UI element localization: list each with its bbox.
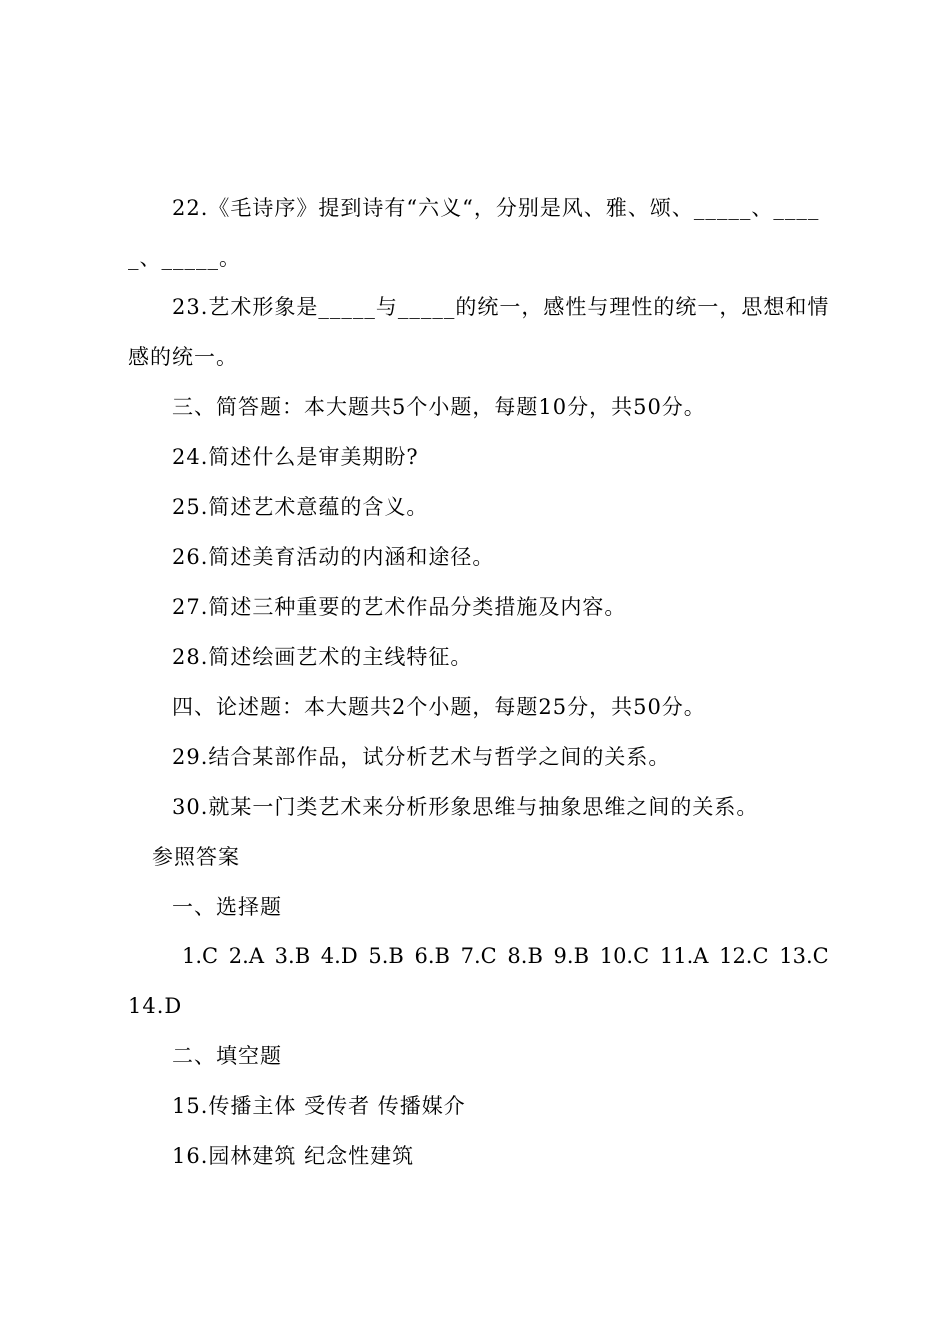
- question-30: 30.就某一门类艺术来分析形象思维与抽象思维之间的关系。: [172, 795, 759, 819]
- multiple-choice-answers-line-2: 14.D: [128, 994, 183, 1018]
- section-3-heading: 三、简答题：本大题共5个小题，每题10分，共50分。: [172, 395, 706, 419]
- question-25: 25.简述艺术意蕴的含义。: [172, 495, 429, 519]
- question-27: 27.简述三种重要的艺术作品分类措施及内容。: [172, 595, 627, 619]
- question-26: 26.简述美育活动的内涵和途径。: [172, 545, 495, 569]
- question-23-line-2: 感的统一。: [128, 345, 238, 369]
- section-4-heading: 四、论述题：本大题共2个小题，每题25分，共50分。: [172, 695, 706, 719]
- multiple-choice-heading: 一、选择题: [172, 895, 282, 919]
- answer-16: 16.园林建筑 纪念性建筑: [172, 1144, 415, 1168]
- multiple-choice-answers-line-1: 1.C 2.A 3.B 4.D 5.B 6.B 7.C 8.B 9.B 10.C 11.A 12.C 13.C: [182, 944, 829, 968]
- question-28: 28.简述绘画艺术的主线特征。: [172, 645, 473, 669]
- question-29: 29.结合某部作品，试分析艺术与哲学之间的关系。: [172, 745, 671, 769]
- answers-heading: 参照答案: [152, 845, 240, 869]
- question-22-line-1: 22.《毛诗序》提到诗有“六义“，分别是风、雅、颂、_____、____: [172, 196, 820, 220]
- question-22-line-2: _、_____。: [128, 246, 241, 270]
- question-24: 24.简述什么是审美期盼?: [172, 445, 419, 469]
- fill-blank-heading: 二、填空题: [172, 1044, 282, 1068]
- answer-15: 15.传播主体 受传者 传播媒介: [172, 1094, 466, 1118]
- question-23-line-1: 23.艺术形象是_____与_____的统一，感性与理性的统一，思想和情: [172, 295, 830, 319]
